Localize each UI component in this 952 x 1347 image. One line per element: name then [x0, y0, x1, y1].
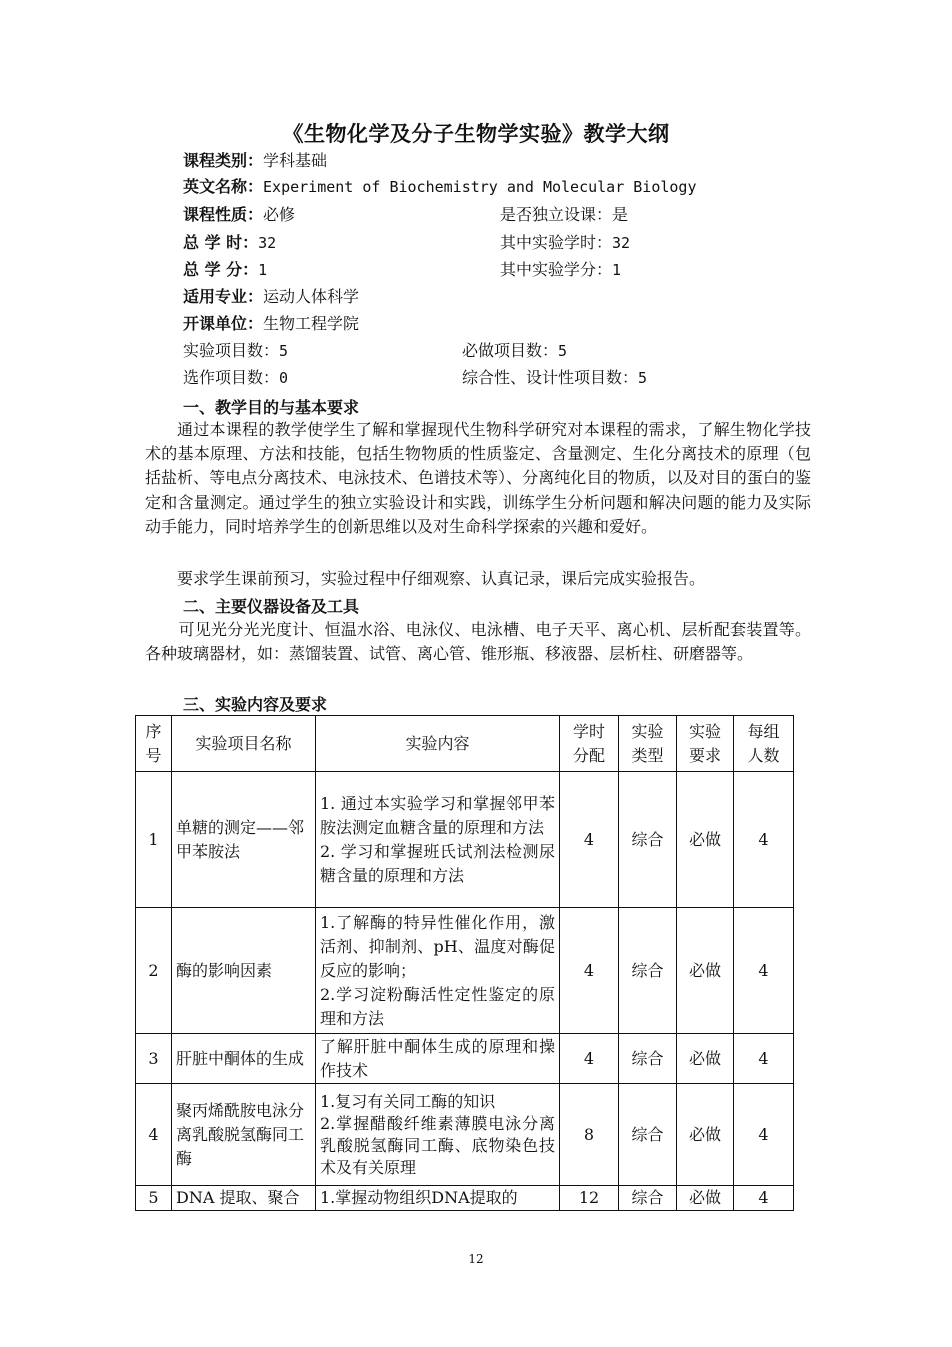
row-name: 单糖的测定——邻甲苯胺法: [172, 772, 316, 908]
section-heading-3: 三、实验内容及要求: [183, 695, 328, 714]
row-content: 1.复习有关同工酶的知识 2.掌握醋酸纤维素薄膜电泳分离乳酸脱氢酶同工酶、底物染色技术及有关原理: [316, 1084, 560, 1186]
required-projects-label: 必做项目数：: [462, 341, 559, 360]
experiment-table: [135, 715, 794, 1211]
row-type: 综合: [619, 908, 677, 1034]
total-hours-value: 32: [258, 234, 277, 252]
course-nature-value: 必修: [263, 205, 296, 224]
major-value: 运动人体科学: [263, 287, 360, 306]
independent-course: [500, 205, 628, 225]
row-req: 必做: [677, 1084, 734, 1186]
total-credits-value: 1: [258, 261, 268, 279]
major-label: 适用专业：: [183, 287, 264, 306]
course-category: [183, 151, 327, 171]
table-row: [136, 1186, 794, 1211]
table-row: [136, 772, 794, 908]
row-no: 2: [136, 908, 172, 1034]
independent-value: 是: [612, 205, 629, 224]
row-name: 酶的影响因素: [172, 908, 316, 1034]
num-projects: [183, 341, 288, 361]
row-people: 4: [734, 908, 794, 1034]
design-projects: [462, 368, 647, 388]
row-req: 必做: [677, 1034, 734, 1084]
required-projects-value: 5: [558, 342, 568, 360]
table-row: [136, 1084, 794, 1186]
header-content: 实验内容: [316, 716, 560, 772]
optional-projects-label: 选作项目数：: [183, 368, 280, 387]
row-content: 1.掌握动物组织DNA提取的: [316, 1186, 560, 1211]
table-header-row: [136, 716, 794, 772]
course-category-value: 学科基础: [263, 151, 328, 170]
row-no: 3: [136, 1034, 172, 1084]
lab-credits-value: 1: [612, 261, 622, 279]
independent-label: 是否独立设课：: [500, 205, 613, 224]
row-type: 综合: [619, 1084, 677, 1186]
row-hours: 8: [560, 1084, 619, 1186]
section-heading-1: 一、教学目的与基本要求: [183, 398, 360, 417]
row-hours: 4: [560, 1034, 619, 1084]
row-content: 1. 通过本实验学习和掌握邻甲苯胺法测定血糖含量的原理和方法 2. 学习和掌握班氏试剂法检测尿糖含量的原理和方法: [316, 772, 560, 908]
lab-hours-label: 其中实验学时：: [500, 233, 613, 252]
section-1-paragraph-1: 通过本课程的教学使学生了解和掌握现代生物科学研究对本课程的需求，了解生物化学技术的基本原理、方法和技能，包括生物物质的性质鉴定、含量测定、生化分离技术的原理（包括盐析、等电点分离技术、电泳技术、色谱技术等）、分离纯化目的物质，以及对目的蛋白的鉴定和含量测定。通过学生的独立实验设计和实践，训练学生分析问题和解决问题的能力及实际动手能力，同时培养学生的创新思维以及对生命科学探索的兴趣和爱好。: [145, 420, 811, 536]
header-name: 实验项目名称: [172, 716, 316, 772]
header-req: 实验要求: [677, 716, 734, 772]
section-2-paragraph: 可见光分光光度计、恒温水浴、电泳仪、电泳槽、电子天平、离心机、层析配套装置等。各种玻璃器材，如：蒸馏装置、试管、离心管、锥形瓶、移液器、层析柱、研磨器等。: [145, 620, 811, 664]
table-row: [136, 1034, 794, 1084]
row-people: 4: [734, 1084, 794, 1186]
section-heading-2: 二、主要仪器设备及工具: [183, 597, 360, 616]
english-name: [183, 177, 697, 197]
page-title: 《生物化学及分子生物学实验》教学大纲: [282, 122, 670, 146]
header-type: 实验类型: [619, 716, 677, 772]
required-projects: [462, 341, 567, 361]
course-nature-label: 课程性质：: [183, 205, 264, 224]
row-hours: 4: [560, 772, 619, 908]
row-no: 5: [136, 1186, 172, 1211]
header-no: 序号: [136, 716, 172, 772]
row-hours: 4: [560, 908, 619, 1034]
lab-hours: [500, 233, 630, 253]
lab-credits: [500, 260, 621, 280]
row-no: 1: [136, 772, 172, 908]
row-people: 4: [734, 1186, 794, 1211]
english-name-label: 英文名称：: [183, 177, 264, 196]
course-category-label: 课程类别：: [183, 151, 264, 170]
row-req: 必做: [677, 908, 734, 1034]
optional-projects-value: 0: [279, 369, 289, 387]
num-projects-label: 实验项目数：: [183, 341, 280, 360]
total-hours: [183, 233, 276, 253]
num-projects-value: 5: [279, 342, 289, 360]
total-credits: [183, 260, 267, 280]
optional-projects: [183, 368, 288, 388]
lab-hours-value: 32: [612, 234, 631, 252]
english-name-value: Experiment of Biochemistry and Molecular Biology: [263, 178, 697, 196]
row-name: 聚丙烯酰胺电泳分离乳酸脱氢酶同工酶: [172, 1084, 316, 1186]
offering-unit: [183, 314, 359, 334]
row-req: 必做: [677, 1186, 734, 1211]
row-type: 综合: [619, 772, 677, 908]
lab-credits-label: 其中实验学分：: [500, 260, 613, 279]
row-name: 肝脏中酮体的生成: [172, 1034, 316, 1084]
total-credits-label: 总 学 分：: [183, 260, 259, 279]
applicable-major: [183, 287, 359, 307]
row-content: 1.了解酶的特异性催化作用，激活剂、抑制剂、pH、温度对酶促反应的影响； 2.学习淀粉酶活性定性鉴定的原理和方法: [316, 908, 560, 1034]
row-type: 综合: [619, 1186, 677, 1211]
table-row: [136, 908, 794, 1034]
header-hours: 学时分配: [560, 716, 619, 772]
section-1-paragraph-2: 要求学生课前预习，实验过程中仔细观察、认真记录，课后完成实验报告。: [177, 569, 706, 588]
unit-value: 生物工程学院: [263, 314, 360, 333]
row-no: 4: [136, 1084, 172, 1186]
row-people: 4: [734, 772, 794, 908]
page-number: 12: [468, 1252, 484, 1266]
row-name: DNA 提取、聚合: [172, 1186, 316, 1211]
row-content: 了解肝脏中酮体生成的原理和操作技术: [316, 1034, 560, 1084]
course-nature: [183, 205, 295, 225]
unit-label: 开课单位：: [183, 314, 264, 333]
row-people: 4: [734, 1034, 794, 1084]
total-hours-label: 总 学 时：: [183, 233, 259, 252]
row-type: 综合: [619, 1034, 677, 1084]
design-projects-label: 综合性、设计性项目数：: [462, 368, 639, 387]
design-projects-value: 5: [638, 369, 648, 387]
row-req: 必做: [677, 772, 734, 908]
header-people: 每组人数: [734, 716, 794, 772]
row-hours: 12: [560, 1186, 619, 1211]
